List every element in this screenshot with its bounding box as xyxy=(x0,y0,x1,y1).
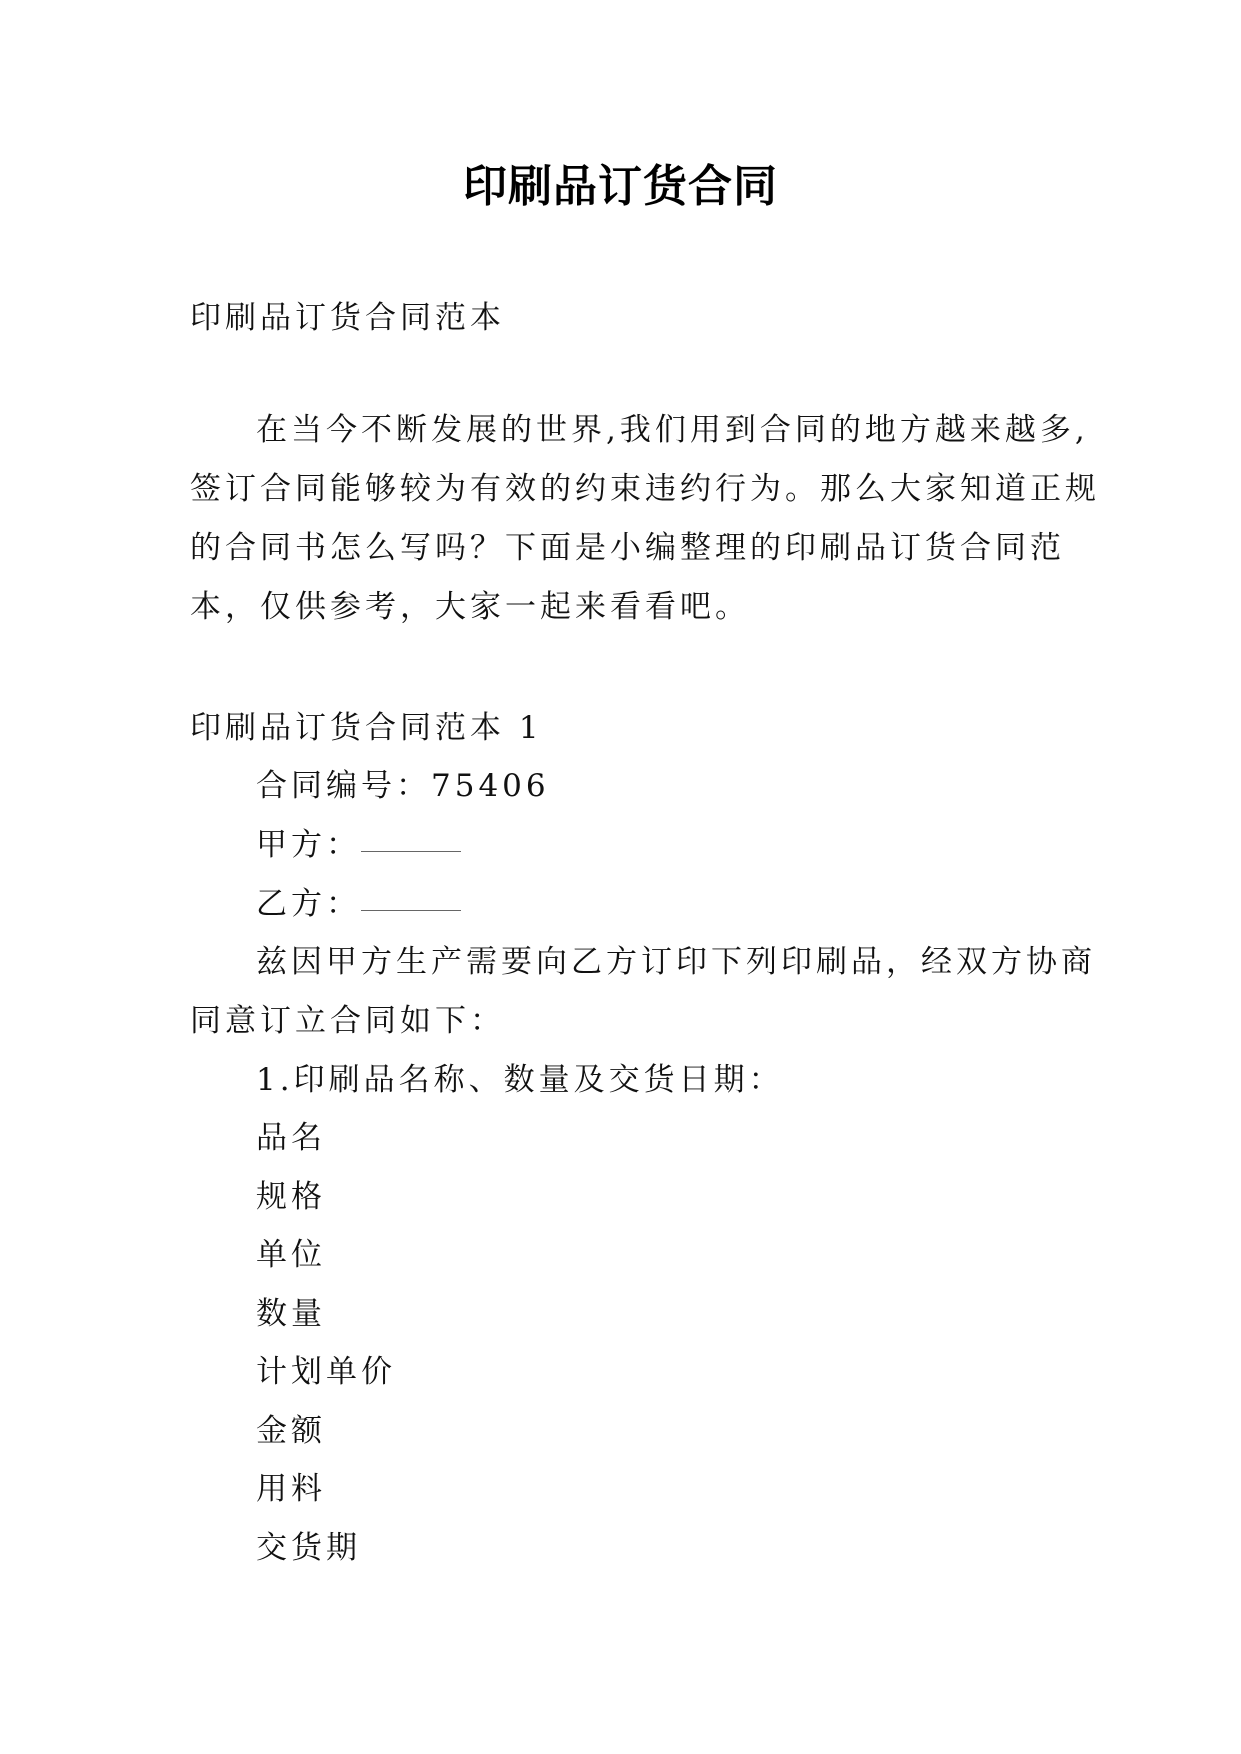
intro-line-4: 本，仅供参考，大家一起来看看吧。 xyxy=(190,589,750,625)
intro-line-2: 签订合同能够较为有效的约束违约行为。那么大家知道正规 xyxy=(190,471,1100,507)
item-delivery: 交货期 xyxy=(256,1530,361,1566)
party-b-label: 乙方： xyxy=(256,886,361,922)
item-spec: 规格 xyxy=(256,1179,326,1215)
party-a-label: 甲方： xyxy=(256,827,361,863)
section-title: 印刷品订货合同范本 1 xyxy=(190,710,543,746)
party-a-blank xyxy=(361,825,461,852)
item-planned-price: 计划单价 xyxy=(256,1354,396,1390)
document-subtitle: 印刷品订货合同范本 xyxy=(190,300,505,336)
party-b-blank xyxy=(361,884,461,911)
clause-1: 1.印刷品名称、数量及交货日期： xyxy=(256,1062,784,1098)
item-material: 用料 xyxy=(256,1471,326,1507)
item-name: 品名 xyxy=(256,1120,326,1156)
item-unit: 单位 xyxy=(256,1237,326,1273)
party-a-line xyxy=(256,825,461,865)
body-line-1: 兹因甲方生产需要向乙方订印下列印刷品，经双方协商 xyxy=(256,944,1096,980)
contract-number: 合同编号：75406 xyxy=(256,768,550,804)
intro-line-3: 的合同书怎么写吗？下面是小编整理的印刷品订货合同范 xyxy=(190,530,1065,566)
item-amount: 金额 xyxy=(256,1413,326,1449)
party-b-line xyxy=(256,884,461,924)
item-quantity: 数量 xyxy=(256,1296,326,1332)
intro-line-1: 在当今不断发展的世界,我们用到合同的地方越来越多, xyxy=(256,412,1089,448)
body-line-2: 同意订立合同如下： xyxy=(190,1003,505,1039)
document-title: 印刷品订货合同 xyxy=(463,161,778,212)
